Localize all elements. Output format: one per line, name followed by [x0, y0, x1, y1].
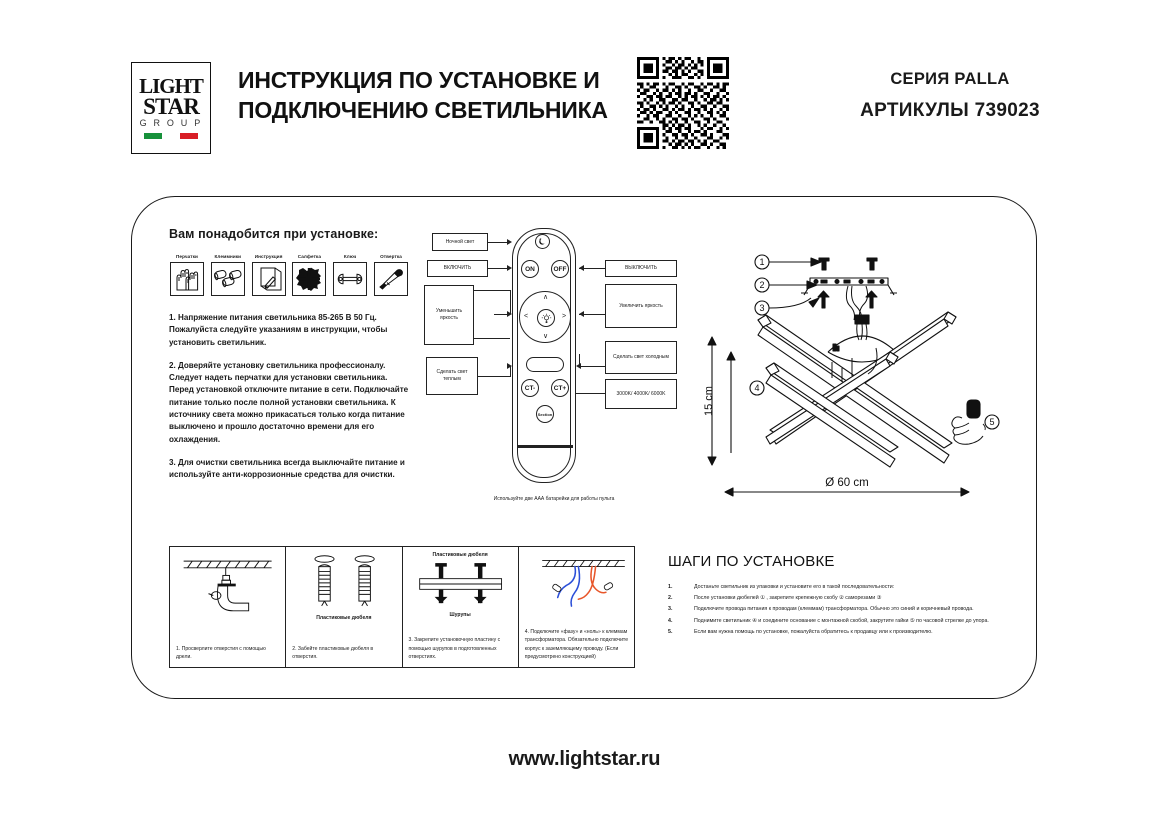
step-text: Достаньте светильник из упаковки и установите его в такой последовательности:	[694, 584, 895, 590]
dowel-icon	[292, 552, 395, 610]
tool-label: Ключ	[343, 254, 357, 259]
step-item	[668, 605, 1008, 614]
step-item	[668, 583, 1008, 592]
step-text: Если вам нужна помощь по установке, пожалуйста обратитесь к продавцу или к производителю.	[694, 628, 933, 635]
panel-sublabel-top: Пластиковые дюбеля	[432, 552, 488, 558]
step-number: 1.	[668, 584, 673, 590]
remote-display-pill	[526, 357, 564, 372]
dpad-down-icon: ∨	[543, 333, 549, 340]
step-number: 3.	[668, 606, 673, 613]
label-cold-light: Сделать свет холодным	[605, 341, 677, 374]
dpad-right-icon: >	[562, 313, 567, 320]
brightness-icon[interactable]	[537, 309, 555, 327]
battery-note: Используйте две ААА батарейки для работы пульта	[493, 496, 615, 502]
section-button[interactable]: Section	[536, 405, 554, 423]
moon-icon	[538, 237, 547, 246]
power-on-button[interactable]: ON	[521, 260, 539, 278]
lamp-assembly-diagram	[700, 240, 1030, 510]
panel-insert-dowels	[286, 547, 402, 667]
panel-caption: 1. Просверлите отверстия с помощью дрели.	[176, 645, 266, 660]
label-power-off: ВЫКЛЮЧИТЬ	[605, 260, 677, 277]
wire-warm	[478, 376, 510, 377]
panel-sublabel: Шурупы	[449, 612, 471, 618]
wire-dimdown-bottom	[474, 338, 510, 339]
wire-dimdown-top	[474, 290, 510, 291]
tool-item-wipe	[291, 254, 327, 296]
qr-code-icon	[637, 57, 729, 149]
tool-item-terminal-block	[210, 254, 246, 296]
step-text: Поднимите светильник ④ и соедините основание с монтажной скобой, закрутите гайки ⑤ по часовой стрелке до упора.	[694, 617, 989, 624]
tools-section-title: Вам понадобится при установке:	[169, 227, 379, 241]
step-item	[668, 617, 1008, 626]
night-light-button[interactable]	[535, 234, 550, 249]
arrow-night	[507, 239, 512, 245]
safety-instructions	[169, 312, 411, 493]
paragraph-3: 3. Для очистки светильника всегда выключайте питание и используйте анти-коррозионные средства для очистки.	[169, 457, 405, 480]
tool-item-screwdriver	[373, 254, 409, 296]
step-number: 5.	[668, 628, 673, 635]
panel-caption: 4. Подключите «фазу» и «ноль» к клеммам транcформатора. Обязательно подключите корпус к заземляющему проводу. (Если предусмотрено конструкцией)	[524, 629, 629, 660]
product-info	[800, 70, 1100, 122]
page-header	[0, 0, 1169, 175]
paragraph-1: 1. Напряжение питания светильника 85-265 В 50 Гц. Пожалуйста следуйте указаниям в инструкции, чтобы установить светильник.	[169, 313, 388, 347]
label-dim-up: Увеличить яркость	[605, 284, 677, 328]
step-item	[668, 628, 1008, 637]
logo-line-light: LIGHT	[139, 73, 203, 98]
arrow-cold	[576, 363, 581, 369]
step-number: 2.	[668, 595, 673, 602]
remote-body	[512, 228, 576, 483]
tool-label: Отвертка	[380, 254, 402, 259]
screwdriver-icon	[374, 262, 408, 296]
italian-flag-icon	[144, 133, 198, 139]
mounting-plate-icon	[409, 561, 512, 607]
wire-cold	[579, 366, 605, 367]
callout-2: 2	[759, 280, 765, 290]
manual-icon	[252, 262, 286, 296]
wipe-icon	[292, 262, 326, 296]
power-off-button[interactable]: OFF	[551, 260, 569, 278]
callout-1: 1	[759, 257, 765, 267]
panel-wiring	[519, 547, 634, 667]
panel-fix-plate	[403, 547, 519, 667]
label-warm-light: Сделать свет теплым	[426, 357, 478, 395]
callout-3: 3	[759, 303, 765, 313]
callout-5: 5	[989, 417, 995, 427]
dpad-up-icon: ∧	[543, 294, 549, 301]
tool-label: Салфетка	[297, 254, 321, 259]
dpad-left-icon: <	[524, 313, 529, 320]
arrow-off	[579, 265, 584, 271]
label-power-on: ВКЛЮЧИТЬ	[427, 260, 488, 277]
label-night-light: Ночной свет	[432, 233, 488, 251]
tool-label: Инструкция	[254, 254, 283, 259]
panel-caption: 2. Забейте пластиковые дюбеля в отверстия.	[292, 645, 374, 660]
color-temp-minus-button[interactable]: CT-	[521, 379, 539, 397]
series-label: СЕРИЯ PALLA	[890, 70, 1010, 88]
wrench-icon	[333, 262, 367, 296]
label-color-temperatures: 3000K/ 4000K/ 6000K	[605, 379, 677, 409]
callout-4: 4	[754, 383, 760, 393]
remote-bottom-bar	[517, 445, 573, 448]
height-dimension-label: 15 cm	[703, 386, 715, 416]
footer-website-url[interactable]: www.lightstar.ru	[508, 748, 661, 770]
installation-steps-list	[668, 583, 1008, 639]
wiring-icon	[525, 552, 628, 612]
drill-icon	[176, 552, 279, 618]
arrow-dimup	[579, 311, 584, 317]
tool-item-manual	[251, 254, 287, 296]
label-dim-down: Уменьшить яркость	[424, 285, 474, 345]
diameter-dimension-label: Ø 60 cm	[825, 477, 869, 489]
dpad-control[interactable]	[519, 291, 571, 343]
installation-illustration-panels	[169, 546, 635, 668]
logo-line-star: STAR	[143, 94, 199, 120]
step-number: 4.	[668, 617, 673, 624]
article-label: АРТИКУЛЫ 739023	[860, 100, 1040, 121]
color-temp-plus-button[interactable]: CT+	[551, 379, 569, 397]
terminal-block-icon	[211, 262, 245, 296]
step-text: Подключите провода питания к проводам (клеммам) трансформатора. Обычно это синий и коричневый провода.	[694, 606, 974, 613]
logo-line-group: G R O U P	[139, 118, 203, 129]
brand-logo	[131, 62, 211, 154]
paragraph-2: 2. Доверяйте установку светильника профессионалу. Следует надеть перчатки для установки светильника. Перед установкой отключите питание в сети. Подключайте питание только после полной установки светильника. К источнику света можно прикасаться только когда питание выключено и прошло достаточно времени для его охлаждения.	[169, 360, 409, 444]
tool-label: Перчатки	[176, 254, 198, 259]
tool-label: Клеммники	[214, 254, 242, 259]
panel-drill-holes	[170, 547, 286, 667]
gloves-icon	[170, 262, 204, 296]
panel-caption: 3. Закрепите установочную пластину с помощью шурупов в подготовленных отверстиях.	[408, 637, 501, 660]
tool-item-gloves	[169, 254, 205, 296]
tool-item-wrench	[332, 254, 368, 296]
steps-section-title: ШАГИ ПО УСТАНОВКЕ	[668, 553, 835, 570]
tools-list	[169, 254, 409, 296]
panel-sublabel: Пластиковые дюбеля	[316, 615, 372, 621]
remote-control-diagram	[424, 228, 686, 513]
page-title: ИНСТРУКЦИЯ ПО УСТАНОВКЕ И ПОДКЛЮЧЕНИЮ СВЕТИЛЬНИКА	[238, 67, 608, 124]
step-text: После установки дюбелей ① , закрепите крепежную скобу ② саморезами ③	[694, 595, 882, 602]
step-item	[668, 594, 1008, 603]
